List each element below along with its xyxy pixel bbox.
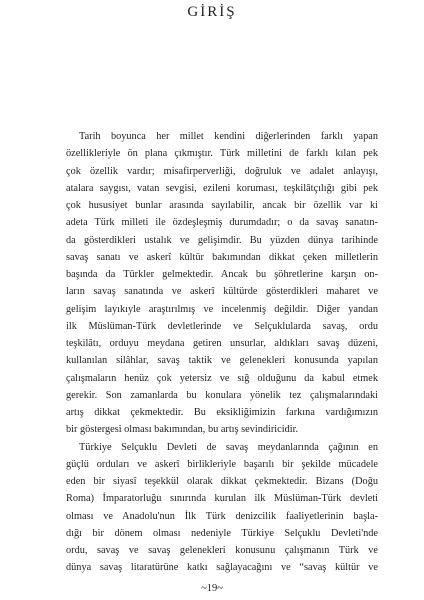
text-line: ların savaş sanatında ve askerî kültürde gösterdikleri maharet ve bbox=[66, 286, 378, 298]
chapter-title: GİRİŞ bbox=[187, 4, 237, 20]
text-line: bir göstergesi olması bakımından, bu artış sevindiricidir. bbox=[66, 424, 299, 436]
text-line: Tarih boyunca her millet kendini diğerlerinden farklı yapan bbox=[79, 131, 378, 142]
text-line: güçlü orduları ve askerî birlikleriyle başarılı bir şekilde mücadele bbox=[66, 458, 378, 470]
text-line: kullanılan silâhlar, savaş taktik ve gelenekleri konusunda yapılan bbox=[66, 355, 378, 367]
text-line: adeta Türk milleti ile özdeşleşmiş durumdadır; o da savaş sanatın- bbox=[66, 217, 378, 229]
text-line: ordu, savaş ve savaş gelenekleri konusunu çalışmanın Türk ve bbox=[66, 545, 378, 556]
text-line: gelişim layıkıyle araştırılmış ve incelenmiş değildir. Diğer yandan bbox=[66, 303, 378, 315]
text-line: olması ve Anadolu'nun İlk Türk denizcilik faaliyetlerinin başla- bbox=[66, 510, 378, 522]
text-line: savaş sanatı ve askerî kültür bakımından dikkat çeken milletlerin bbox=[66, 251, 378, 263]
text-line: çok hususiyet bunlar arasında sayılabilir, ancak bir özellik var ki bbox=[66, 200, 378, 211]
text-line: gerekir. Son zamanlarda bu konulara yönelik tez çalışmalarındaki bbox=[66, 389, 378, 401]
text-line: Türkiye Selçuklu Devleti de savaş meydanlarında çağının en bbox=[79, 441, 378, 453]
text-line: çalışmaların henüz çok yetersiz ve sığ olduğunu da kabul etmek bbox=[66, 372, 378, 384]
text-line: teşkilâtı, orduyu meydana getiren unsurlar, aldıkları savaş düzeni, bbox=[66, 338, 378, 349]
text-line: çok özellik vardır; misafirperverliği, doğruluk ve adalet anlayışı, bbox=[66, 165, 378, 177]
text-line: Roma) İmparatorluğu sınırında kurulan ilk Müslüman-Türk devleti bbox=[66, 493, 378, 505]
body-text bbox=[66, 128, 378, 577]
page-number: ~19~ bbox=[201, 583, 223, 594]
text-line: dünya savaş litaratürüne katkı sağlayacağını ve “savaş kültür ve bbox=[66, 562, 378, 574]
paragraph bbox=[66, 128, 378, 439]
paragraph bbox=[66, 439, 378, 577]
text-line: atalara saygısı, vatan sevgisi, ezileni koruması, teşkilâtçılığı gibi pek bbox=[66, 182, 378, 194]
text-line: da gösterdikleri ustalık ve gelişimdir. Bu yüzden dünya tarihinde bbox=[66, 234, 378, 246]
text-line: eden bir siyasî teşekkül olarak dikkat çekmektedir. Bizans (Doğu bbox=[66, 476, 378, 487]
text-line: dığı bir dönem olması nedeniyle Türkiye Selçuklu Devleti'nde bbox=[66, 527, 378, 539]
text-line: özellikleriyle ön plana çıkmıştır. Türk milletini de farklı kılan pek bbox=[66, 148, 378, 160]
text-line: ilk Müslüman-Türk devletlerinde ve Selçuklularda savaş, ordu bbox=[66, 320, 378, 332]
text-line: artış dikkat çekmektedir. Bu eksikliğimizin farkına vardığımızın bbox=[66, 407, 378, 418]
text-line: başında da Türkler gelmektedir. Ancak bu şöhretlerine karşın on- bbox=[66, 269, 378, 280]
